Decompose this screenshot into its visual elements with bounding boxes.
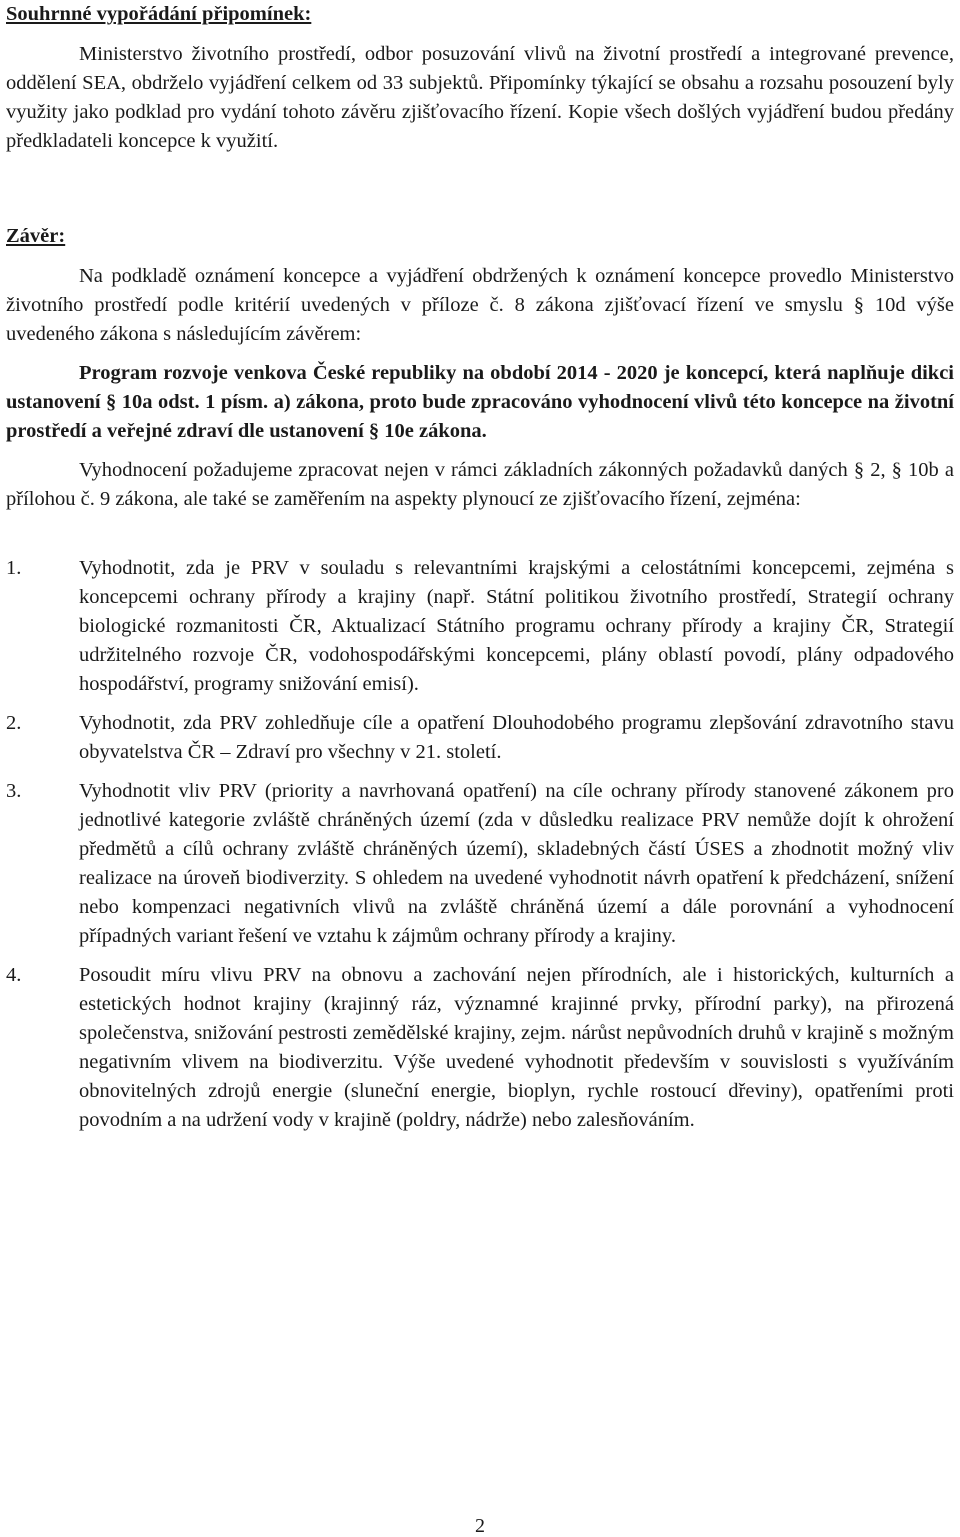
- list-item: [6, 777, 954, 951]
- list-item-number: 2.: [6, 712, 22, 734]
- list-item-text: Vyhodnotit vliv PRV (priority a navrhovaná opatření) na cíle ochrany přírody stanovené zákonem pro jednotlivé kategorie zvláště chráněných území (zda v důsledku realizace PRV nemůže dojít k ohrožení předmětů a cílů ochrany zvláště chráněných území), skladebných částí ÚSES a zhodnotit možný vliv realizace na úroveň biodiverzity. S ohledem na uvedené vyhodnotit návrh opatření k předcházení, snížení nebo kompenzaci negativních vlivů na zvláště chráněná území a dále porovnání a vyhodnocení případných variant řešení ve vztahu k zájmům ochrany přírody a krajiny.: [79, 780, 954, 947]
- document-page: [6, 0, 954, 1135]
- list-item-text: Vyhodnotit, zda je PRV v souladu s relevantními krajskými a celostátními koncepcemi, zejména s koncepcemi ochrany přírody a krajiny (např. Státní politikou životního prostředí, Strategií ochrany biologické rozmanitosti ČR, Aktualizací Státního programu ochrany přírody a krajiny ČR, Strategií udržitelného rozvoje ČR, vodohospodářskými koncepcemi, plány oblastí povodí, plány odpadového hospodářství, programy snižování emisí).: [79, 557, 954, 695]
- conclusion-intro: Na podkladě oznámení koncepce a vyjádření obdržených k oznámení koncepce provedlo Ministerstvo životního prostředí podle kritérií uvedených v příloze č. 8 zákona zjišťovací řízení ve smyslu § 10d výše uvedeného zákona s následujícím závěrem:: [6, 265, 954, 345]
- list-item: [6, 554, 954, 699]
- list-item-number: 3.: [6, 780, 22, 802]
- summary-heading: Souhrnné vypořádání připomínek:: [6, 3, 312, 25]
- conclusion-decision: Program rozvoje venkova České republiky na období 2014 - 2020 je koncepcí, která naplňuje dikci ustanovení § 10a odst. 1 písm. a) zákona, proto bude zpracováno vyhodnocení vlivů této koncepce na životní prostředí a veřejné zdraví dle ustanovení § 10e zákona.: [6, 362, 954, 442]
- list-item: [6, 961, 954, 1135]
- summary-paragraph: Ministerstvo životního prostředí, odbor posuzování vlivů na životní prostředí a integrované prevence, oddělení SEA, obdrželo vyjádření celkem od 33 subjektů. Připomínky týkající se obsahu a rozsahu posouzení byly využity jako podklad pro vydání tohoto závěru zjišťovacího řízení. Kopie všech došlých vyjádření budou předány předkladateli koncepce k využití.: [6, 43, 954, 152]
- list-item-text: Vyhodnotit, zda PRV zohledňuje cíle a opatření Dlouhodobého programu zlepšování zdravotního stavu obyvatelstva ČR – Zdraví pro všechny v 21. století.: [79, 712, 954, 763]
- conclusion-requirement: Vyhodnocení požadujeme zpracovat nejen v rámci základních zákonných požadavků daných § 2, § 10b a přílohou č. 9 zákona, ale také se zaměřením na aspekty plynoucí ze zjišťovacího řízení, zejména:: [6, 459, 954, 510]
- requirements-list: [6, 554, 954, 1135]
- list-item-number: 4.: [6, 964, 22, 986]
- list-item-text: Posoudit míru vlivu PRV na obnovu a zachování nejen přírodních, ale i historických, kulturních a estetických hodnot krajiny (krajinný ráz, významné krajinné prvky, přírodní parky), na přirozená společenstva, snižování pestrosti zemědělské krajiny, zejm. nárůst nepůvodních druhů v krajině s možným negativním vlivem na biodiverzitu. Výše uvedené vyhodnotit především v souvislosti s využíváním obnovitelných zdrojů energie (sluneční energie, bioplyn, rychle rostoucí dřeviny), opatřeními proti povodním a na udržení vody v krajině (poldry, nádrže) nebo zalesňováním.: [79, 964, 954, 1131]
- conclusion-heading: Závěr:: [6, 225, 66, 247]
- list-item-number: 1.: [6, 557, 22, 579]
- page-number: 2: [475, 1515, 485, 1537]
- list-item: [6, 709, 954, 767]
